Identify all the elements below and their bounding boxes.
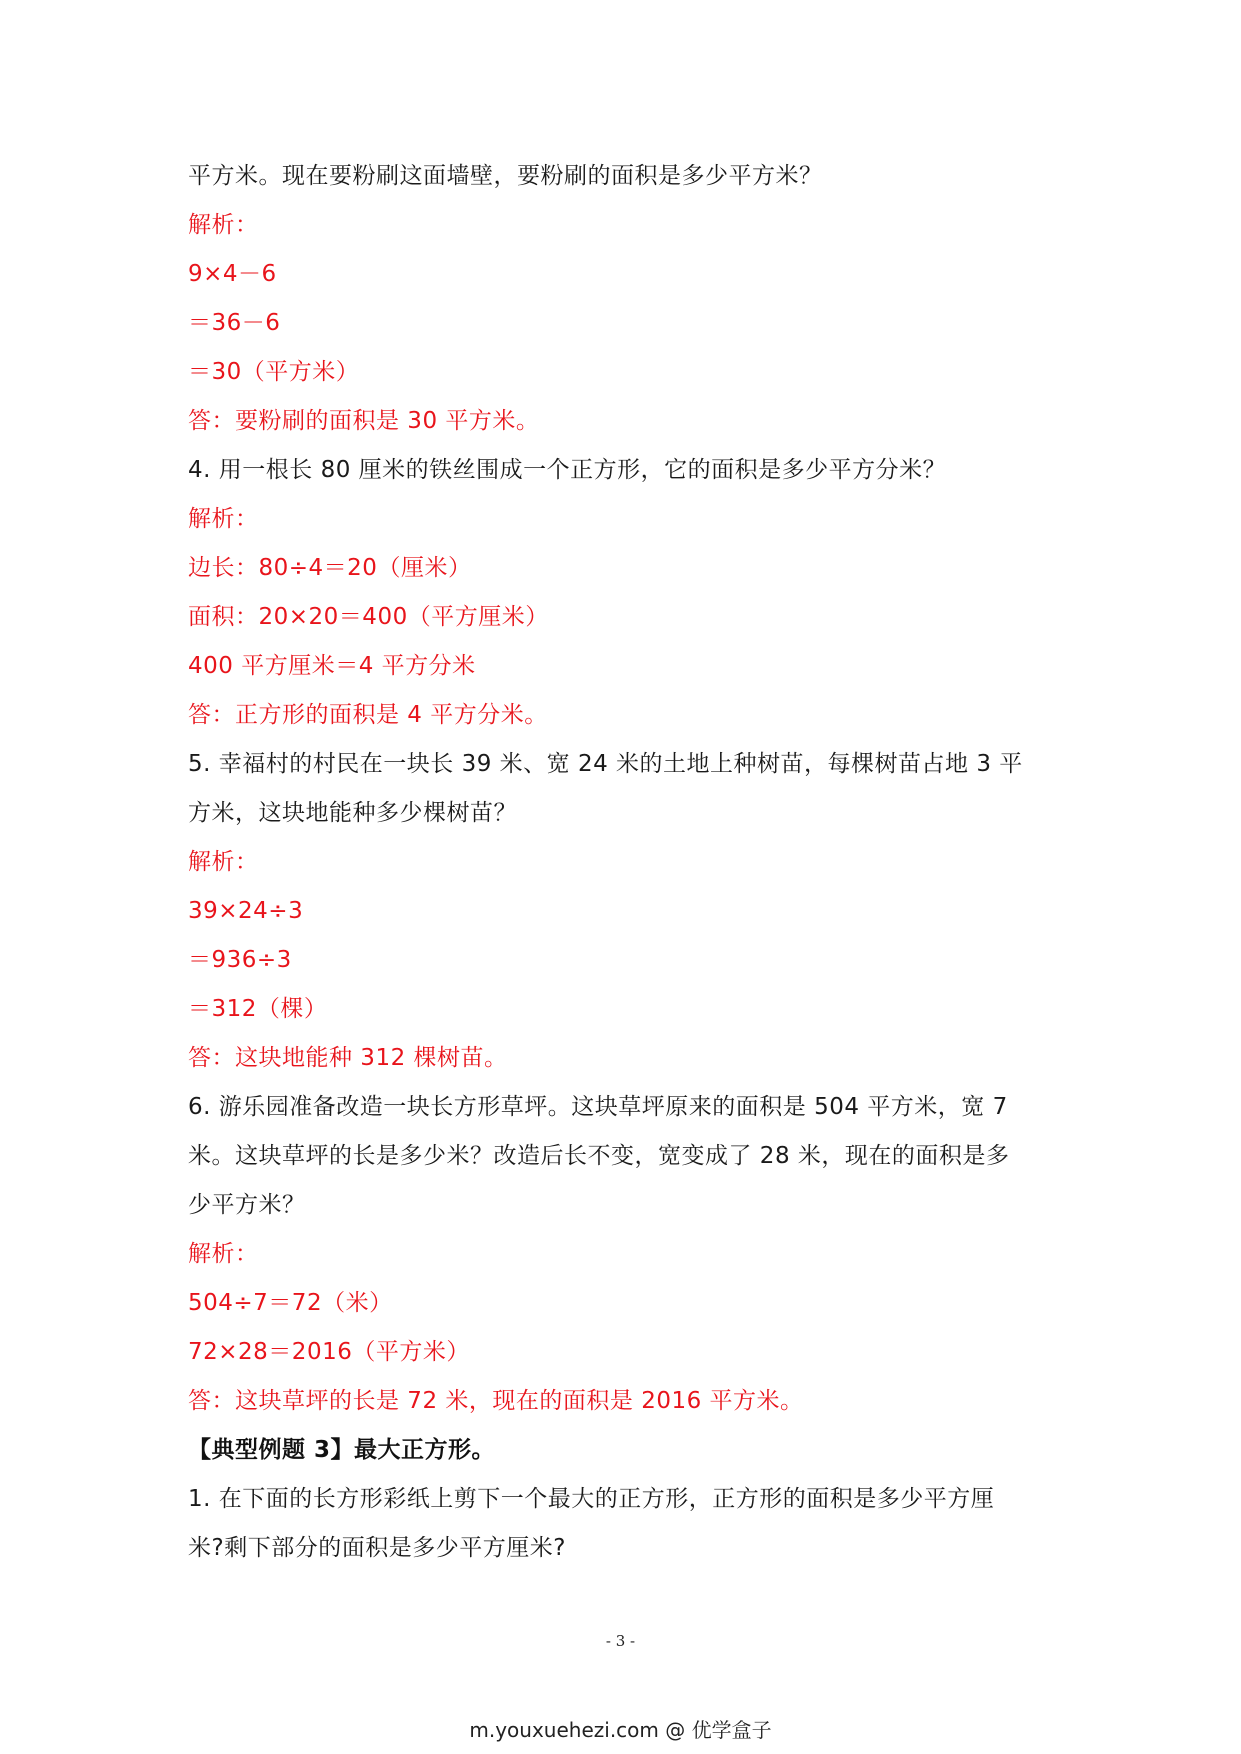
page-number: - 3 - [605,1632,636,1650]
analysis-label: 解析： [188,506,259,532]
answer-text: 答：正方形的面积是 4 平方分米。 [188,702,548,728]
solution-step: ＝936÷3 [188,947,292,973]
question-6-text-cont: 少平方米？ [188,1192,306,1218]
question-5-text-cont: 方米，这块地能种多少棵树苗？ [188,800,517,826]
example-question-text: 1. 在下面的长方形彩纸上剪下一个最大的正方形，正方形的面积是多少平方厘 [188,1486,995,1512]
solution-step: 400 平方厘米＝4 平方分米 [188,653,476,679]
example-question-text-cont: 米?剩下部分的面积是多少平方厘米? [188,1535,566,1561]
question-4-text: 4. 用一根长 80 厘米的铁丝围成一个正方形，它的面积是多少平方分米？ [188,457,947,483]
question-5-text: 5. 幸福村的村民在一块长 39 米、宽 24 米的土地上种树苗，每棵树苗占地 3 平 [188,751,1023,777]
solution-step: ＝312（棵） [188,996,328,1022]
solution-step: ＝30（平方米） [188,359,360,385]
solution-step: 39×24÷3 [188,898,304,924]
solution-step: 72×28＝2016（平方米） [188,1339,470,1365]
analysis-label: 解析： [188,1241,259,1267]
solution-step: 面积：20×20＝400（平方厘米） [188,604,549,630]
solution-step: 9×4－6 [188,261,277,287]
answer-text: 答：这块地能种 312 棵树苗。 [188,1045,508,1071]
solution-step: 504÷7＝72（米） [188,1290,393,1316]
footer-watermark: m.youxuehezi.com @ 优学盒子 [469,1718,772,1742]
section-heading: 【典型例题 3】最大正方形。 [188,1437,496,1463]
analysis-label: 解析： [188,849,259,875]
document-body [188,152,1068,1573]
question-text: 平方米。现在要粉刷这面墙壁，要粉刷的面积是多少平方米？ [188,163,823,189]
answer-text: 答：这块草坪的长是 72 米，现在的面积是 2016 平方米。 [188,1388,804,1414]
answer-text: 答：要粉刷的面积是 30 平方米。 [188,408,540,434]
question-6-text: 6. 游乐园准备改造一块长方形草坪。这块草坪原来的面积是 504 平方米，宽 7 [188,1094,1008,1120]
analysis-label: 解析： [188,212,259,238]
solution-step: 边长：80÷4＝20（厘米） [188,555,472,581]
solution-step: ＝36－6 [188,310,281,336]
question-6-text-cont: 米。这块草坪的长是多少米？改造后长不变，宽变成了 28 米，现在的面积是多 [188,1143,1010,1169]
